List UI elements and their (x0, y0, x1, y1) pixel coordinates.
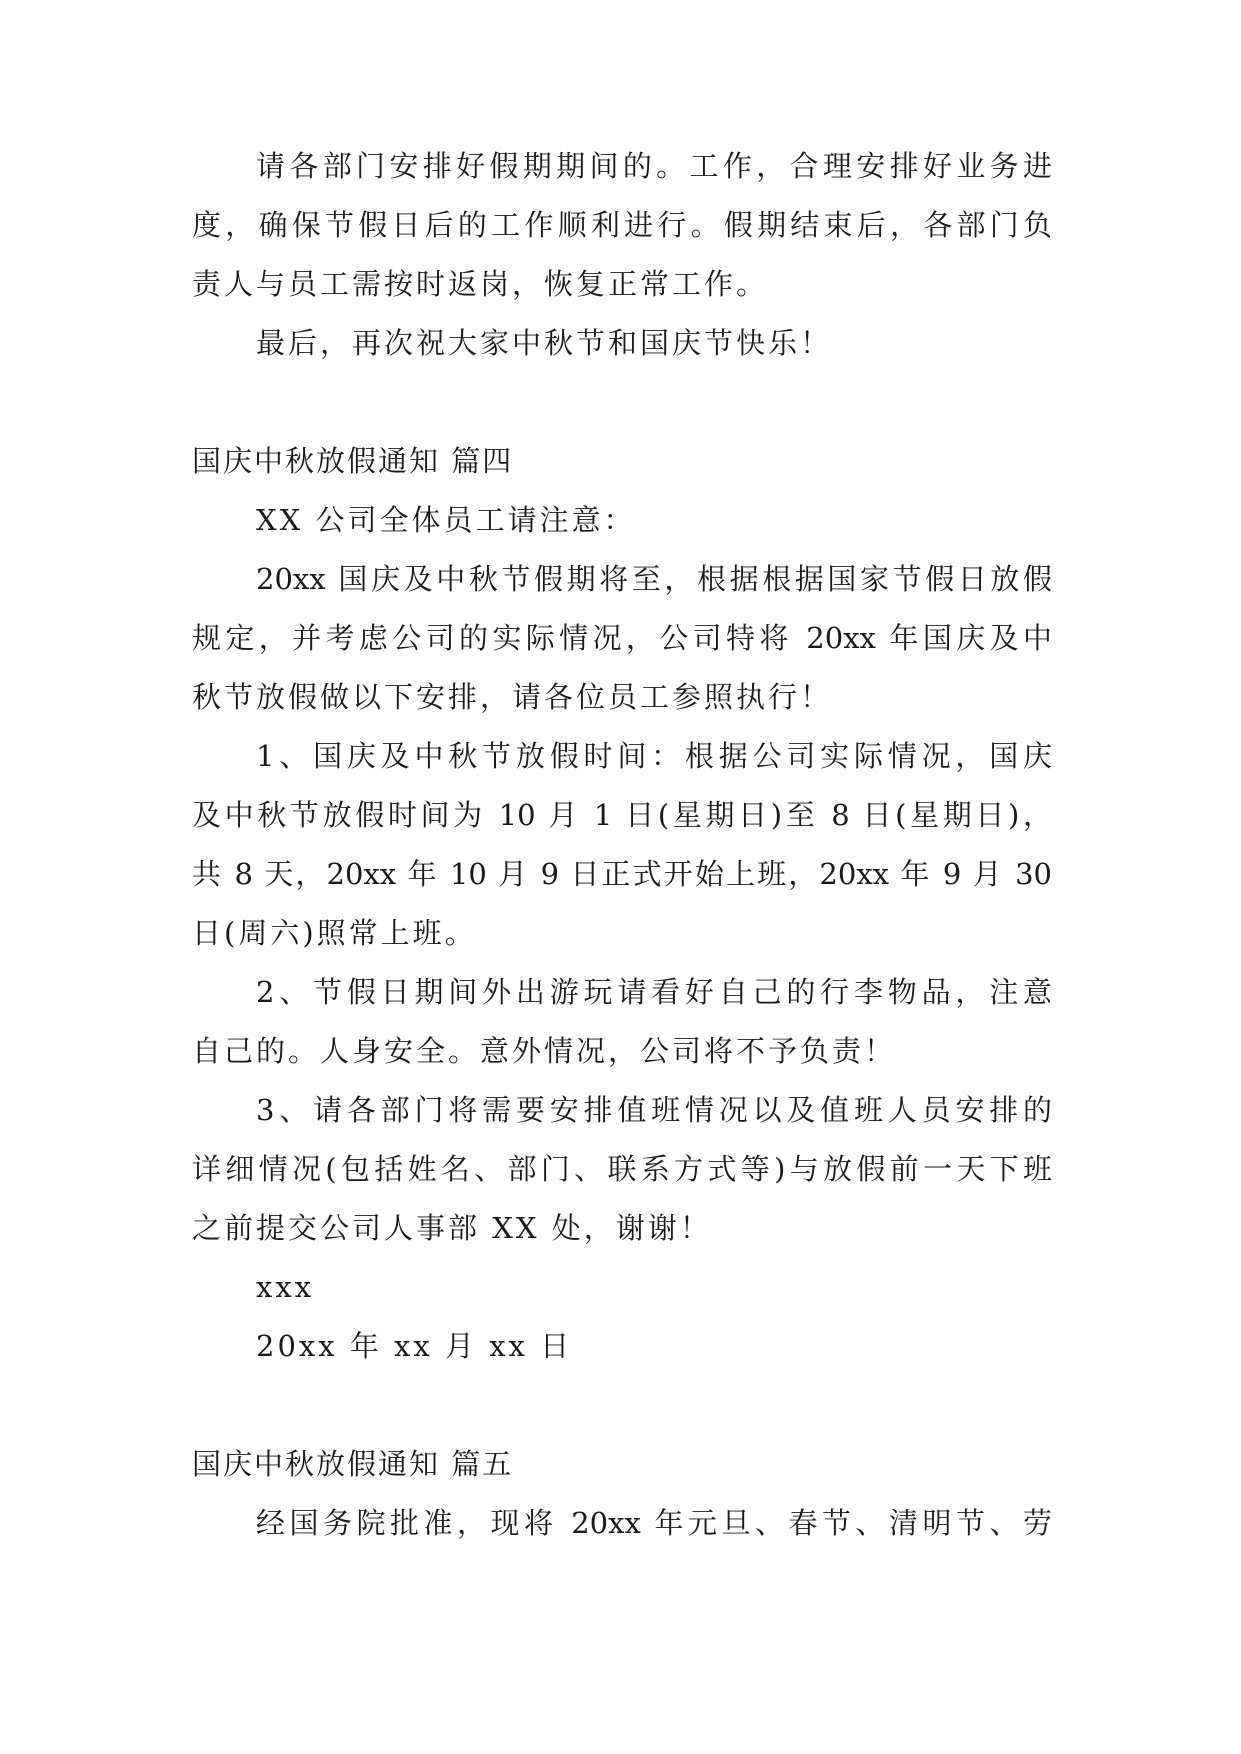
paragraph-line: 最后，再次祝大家中秋节和国庆节快乐！ (256, 326, 833, 360)
paragraph-line: 秋节放假做以下安排，请各位员工参照执行！ (192, 680, 833, 714)
paragraph-line: 3、请各部门将需要安排值班情况以及值班人员安排的 (256, 1093, 1052, 1127)
paragraph-line: 自己的。人身安全。意外情况，公司将不予负责！ (192, 1034, 897, 1068)
paragraph-line: 请各部门安排好假期期间的。工作，合理安排好业务进 (256, 149, 1052, 183)
paragraph-line: 共 8 天，20xx 年 10 月 9 日正式开始上班，20xx 年 9 月 30 (192, 857, 1052, 891)
signature-name: xxx (256, 1270, 315, 1304)
paragraph-line: XX 公司全体员工请注意： (256, 503, 636, 537)
section-heading-4: 国庆中秋放假通知 篇四 (192, 444, 514, 478)
paragraph-line: 1、国庆及中秋节放假时间：根据公司实际情况，国庆 (256, 739, 1052, 773)
paragraph-line: 2、节假日期间外出游玩请看好自己的行李物品，注意 (256, 975, 1052, 1009)
paragraph-line: 之前提交公司人事部 XX 处，谢谢！ (192, 1211, 712, 1245)
paragraph-line: 详细情况(包括姓名、部门、联系方式等)与放假前一天下班 (192, 1152, 1052, 1186)
paragraph-line: 及中秋节放假时间为 10 月 1 日(星期日)至 8 日(星期日)， (192, 798, 1052, 832)
paragraph-line: 责人与员工需按时返岗，恢复正常工作。 (192, 267, 769, 301)
signature-date: 20xx 年 xx 月 xx 日 (256, 1329, 573, 1363)
paragraph-line: 度，确保节假日后的工作顺利进行。假期结束后，各部门负 (192, 208, 1052, 242)
section-heading-5: 国庆中秋放假通知 篇五 (192, 1447, 514, 1481)
paragraph-line: 日(周六)照常上班。 (192, 916, 477, 950)
paragraph-line: 经国务院批准，现将 20xx 年元旦、春节、清明节、劳 (256, 1506, 1052, 1540)
paragraph-line: 规定，并考虑公司的实际情况，公司特将 20xx 年国庆及中 (192, 621, 1052, 655)
paragraph-line: 20xx 国庆及中秋节假期将至，根据根据国家节假日放假 (256, 562, 1052, 596)
